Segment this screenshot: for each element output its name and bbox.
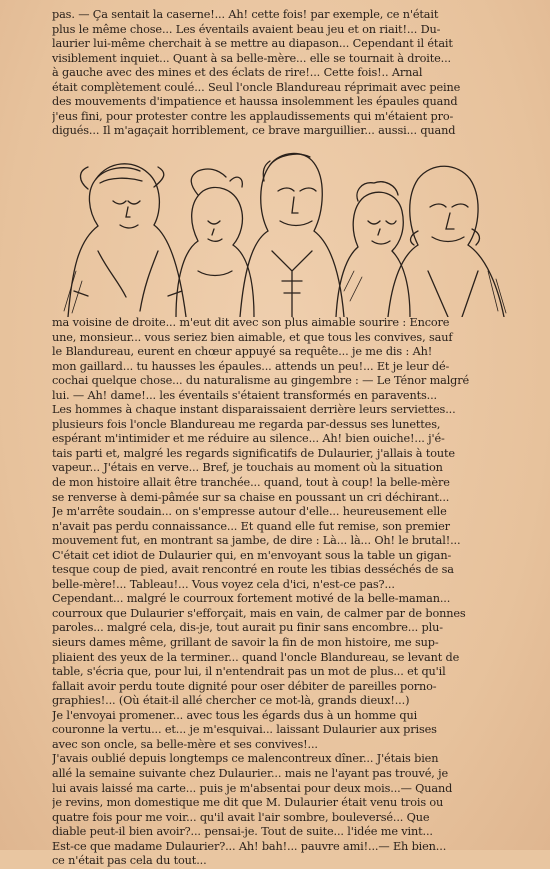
top-text-line: digués... Il m'agaçait horriblement, ce brave marguillier... aussi... quand <box>52 124 456 138</box>
bottom-text-line: une, monsieur... vous seriez bien aimable, et que tous les convives, sauf <box>52 330 453 344</box>
top-text-line: pas. — Ça sentait la caserne!... Ah! cette fois! par exemple, ce n'était <box>52 8 439 21</box>
bottom-text-line: avec son oncle, sa belle-mère et ses convives!... <box>52 737 318 751</box>
bottom-text-line: courroux que Dulaurier s'efforçait, mais en vain, de calmer par de bonnes <box>52 606 466 620</box>
bottom-text-line: Je l'envoyai promener... avec tous les égards dus à un homme qui <box>52 708 418 722</box>
dinner-guests-illustration <box>58 121 514 317</box>
bottom-text-line: le Blandureau, eurent en chœur appuyé sa requête... je me dis : Ah! <box>52 345 433 359</box>
paragraph-top <box>52 8 500 139</box>
top-text-line: laurier lui-même cherchait à se mettre au diapason... Cependant il était <box>52 37 453 51</box>
bottom-text-line: n'avait pas perdu connaissance... Et quand elle fut remise, son premier <box>52 519 450 533</box>
paragraph-bottom <box>52 316 500 869</box>
bottom-text-line: mouvement fut, en montrant sa jambe, de dire : Là... là... Oh! le brutal!... <box>52 534 461 548</box>
bottom-text-line: pliaient des yeux de la terminer... quand l'oncle Blandureau, se levant de <box>52 650 460 664</box>
bottom-text-line: J'avais oublié depuis longtemps ce malencontreux dîner... J'étais bien <box>52 752 439 766</box>
bottom-text-line: cochai quelque chose... du naturalisme au gingembre : — Le Ténor malgré <box>52 374 470 388</box>
top-text-line: à gauche avec des mines et des éclats de rire!... Cette fois!.. Arnal <box>52 66 423 80</box>
bottom-text-line: se renverse à demi-pâmée sur sa chaise en poussant un cri déchirant... <box>52 490 450 504</box>
bottom-text-line: lui avais laissé ma carte... puis je m'absentai pour deux mois...— Quand <box>52 781 453 795</box>
bottom-text-line: Cependant... malgré le courroux fortement motivé de la belle-maman... <box>52 592 451 606</box>
bottom-text-line: ma voisine de droite... m'eut dit avec son plus aimable sourire : Encore <box>52 316 450 329</box>
bottom-text-line: espérant m'intimider et me réduire au silence... Ah! bien ouiche!... j'é- <box>52 432 445 446</box>
bottom-text-line: sieurs dames même, grillant de savoir la fin de mon histoire, me sup- <box>52 636 439 650</box>
bottom-text-line: plusieurs fois l'oncle Blandureau me regarda par-dessus ses lunettes, <box>52 417 441 431</box>
bottom-text-line: Je m'arrête soudain... on s'empresse autour d'elle... heureusement elle <box>52 505 447 519</box>
bottom-text-line: de mon histoire allait être tranchée... quand, tout à coup! la belle-mère <box>52 476 450 490</box>
bottom-text-line: paroles... malgré cela, dis-je, tout aurait pu finir sans encombre... plu- <box>52 621 443 635</box>
bottom-text-line: Les hommes à chaque instant disparaissaient derrière leurs serviettes... <box>52 403 456 417</box>
top-text-line: des mouvements d'impatience et haussa insolemment les épaules quand <box>52 95 458 109</box>
bottom-text-line: tais parti et, malgré les regards significatifs de Dulaurier, j'allais à toute <box>52 446 455 460</box>
top-text-line: visiblement inquiet... Quant à sa belle-mère... elle se tournait à droite... <box>52 51 451 65</box>
bottom-text-line: graphies!... (Où était-il allé chercher ce mot-là, grands dieux!...) <box>52 694 410 708</box>
bottom-text-line: mon gaillard... tu hausses les épaules... attends un peu!... Et je leur dé- <box>52 359 450 373</box>
bottom-text-line: couronne la vertu... et... je m'esquivai... laissant Dulaurier aux prises <box>52 723 437 737</box>
bottom-text-line: vapeur... J'étais en verve... Bref, je touchais au moment où la situation <box>52 461 443 475</box>
bottom-text-line: belle-mère!... Tableau!... Vous voyez cela d'ici, n'est-ce pas?... <box>52 577 395 591</box>
bottom-text-line: quatre fois pour me voir... qu'il avait l'air sombre, bouleversé... Que <box>52 810 430 824</box>
bottom-text-line: diable peut-il bien avoir?... pensai-je. Tout de suite... l'idée me vint... <box>52 825 433 839</box>
bottom-text-line: C'était cet idiot de Dulaurier qui, en m'envoyant sous la table un gigan- <box>52 548 452 562</box>
bottom-text-line: je revins, mon domestique me dit que M. Dulaurier était venu trois ou <box>52 796 444 810</box>
bottom-text-line: table, s'écria que, pour lui, il n'entendrait pas un mot de plus... et qu'il <box>52 665 446 679</box>
top-text-line: était complètement coulé... Seul l'oncle Blandureau réprimait avec peine <box>52 80 461 94</box>
bottom-text-line: ce n'était pas cela du tout... <box>52 854 207 868</box>
bottom-text-line: Est-ce que madame Dulaurier?... Ah! bah!... pauvre ami!...— Eh bien... <box>52 839 447 853</box>
top-text-line: plus le même chose... Les éventails avaient beau jeu et on riait!... Du- <box>52 22 441 36</box>
bottom-text-line: allé la semaine suivante chez Dulaurier... mais ne l'ayant pas trouvé, je <box>52 766 449 780</box>
top-text-line: j'eus fini, pour protester contre les applaudissements qui m'étaient pro- <box>52 109 454 123</box>
bottom-text-line: fallait avoir perdu toute dignité pour oser débiter de pareilles porno- <box>52 679 437 693</box>
bottom-text-line: lui. — Ah! dame!... les éventails s'étaient transformés en paravents... <box>52 388 437 402</box>
bottom-text-line: tesque coup de pied, avait rencontré en route les tibias desséchés de sa <box>52 563 454 577</box>
